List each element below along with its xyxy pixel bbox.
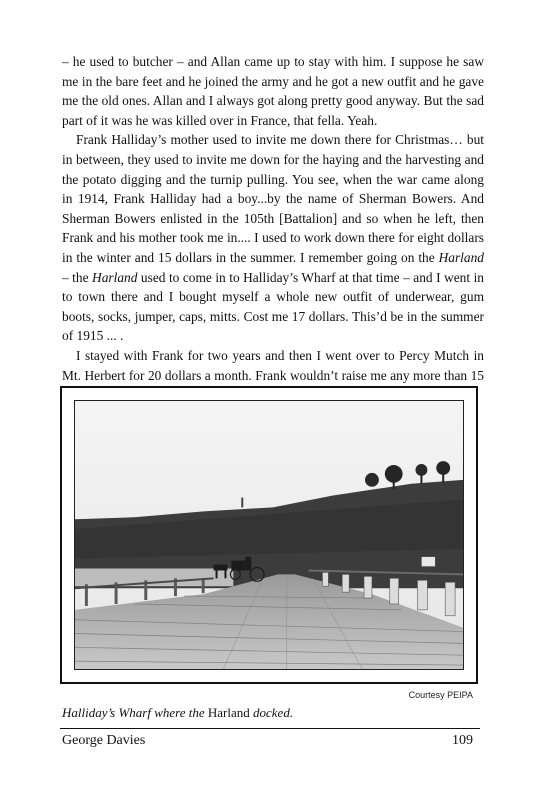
italic-ship-name: Harland — [92, 269, 138, 285]
paragraph — [62, 130, 484, 346]
paragraph-text: – he used to butcher – and Allan came up to stay with him. I suppose he saw me in the bare feet and he joined the army and he got a new outfit and he gave me the old ones. Allan and I always got along pretty good anyway. But the sad part of it was he was killed over in France, that fella. Yeah. — [62, 54, 484, 128]
paragraph-text: I stayed with Frank for two years and then I went over to Percy Mutch in Mt. Herbert for 20 dollars a month. Frank wouldn’t raise me any more than 15 — [62, 347, 484, 383]
caption-text-before: Halliday’s Wharf where the — [62, 705, 208, 720]
wharf-photo-image — [75, 401, 463, 669]
running-footer-author: George Davies — [62, 733, 146, 748]
page-number: 109 — [452, 733, 473, 748]
caption-text-after: docked. — [249, 705, 294, 720]
caption-ship-name: Harland — [207, 705, 250, 720]
paragraph-text: Frank Halliday’s mother used to invite me down there for Christmas… but in between, they used to invite me down for the haying and the harvesting and the potato digging and the turnip pulling. You see, when the war came along in 1914, Frank Halliday had a boy...by the name of Sherman Bowers. And Sherman Bowers enlisted in the 105th [Battalion] and so when he left, then Frank and his mother took me in.... I used to work down there for eight dollars in the winter and 15 dollars in the summer. I remember going on the — [62, 132, 484, 265]
paragraph — [62, 52, 484, 130]
photo-credit: Courtesy PEIPA — [408, 690, 473, 700]
footer-rule — [60, 728, 480, 729]
photo-frame — [60, 386, 478, 684]
photo-caption — [62, 705, 293, 721]
italic-ship-name: Harland — [438, 249, 484, 265]
paragraph-text: – the — [62, 269, 93, 285]
wharf-photograph — [74, 400, 464, 670]
paragraph-text: used to come in to Halliday’s Wharf at that time – and I went in to town there and I bought myself a whole new outfit of underwear, gum boots, socks, jumper, caps, mitts. Cost me 17 dollars. This’d be in the summer of 1915 ... . — [62, 269, 484, 344]
body-text — [62, 52, 484, 405]
